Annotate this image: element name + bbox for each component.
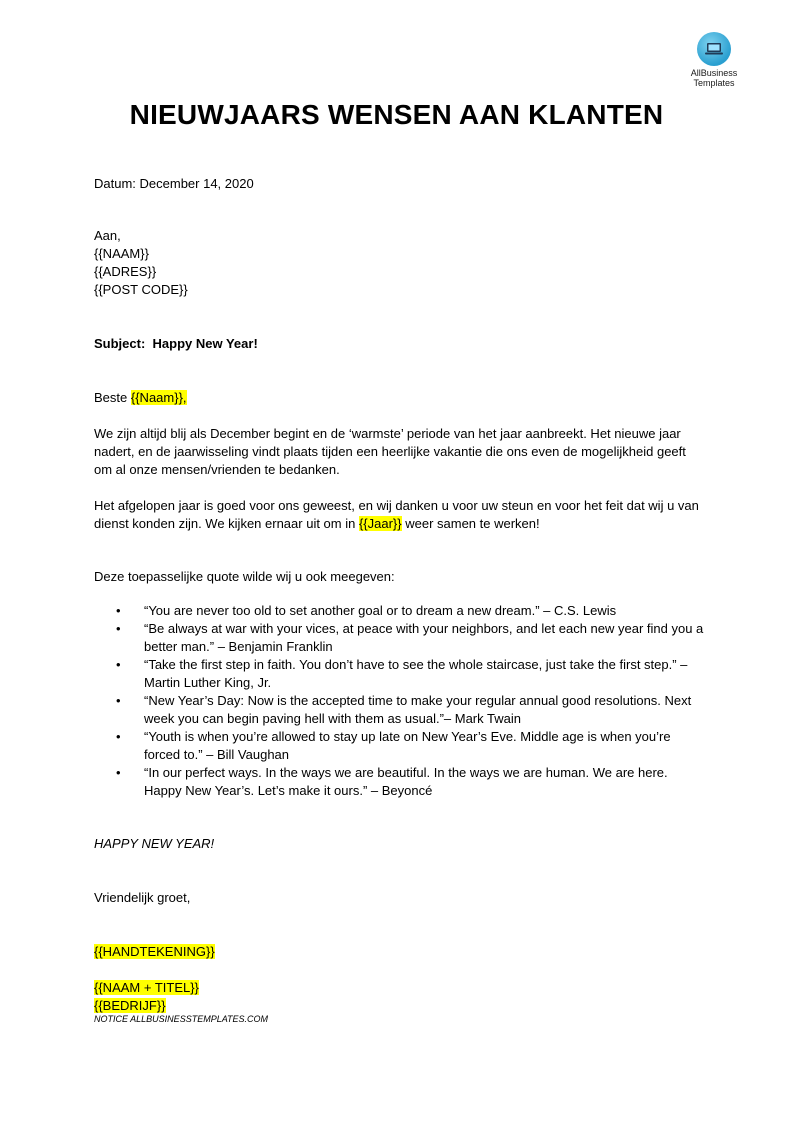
date-line: Datum: December 14, 2020 — [94, 176, 254, 191]
recipient-name: {{NAAM}} — [94, 246, 149, 261]
greeting-prefix: Beste — [94, 390, 128, 405]
closing: Vriendelijk groet, — [94, 890, 191, 905]
paragraph-2-after: weer samen te werken! — [401, 516, 540, 531]
list-item: • “Be always at war with your vices, at peace with your neighbors, and let each new year find you a better man.” – Benjamin Franklin — [94, 620, 704, 656]
greeting-line — [94, 389, 704, 407]
list-item: • “Take the first step in faith. You don’t have to see the whole staircase, just take the first step.” – Martin Luther King, Jr. — [94, 656, 704, 692]
subject-line — [94, 335, 704, 353]
recipient-postcode: {{POST CODE}} — [94, 282, 188, 297]
brand-logo — [684, 32, 744, 88]
recipient-salutation: Aan, — [94, 228, 121, 243]
signature-placeholder: {{HANDTEKENING}} — [94, 944, 215, 959]
list-item: • “New Year’s Day: Now is the accepted time to make your regular annual good resolutions. Next week you can begin paving hell with them as usual.”– Mark Twain — [94, 692, 704, 728]
list-item: • “Youth is when you’re allowed to stay up late on New Year’s Eve. Middle age is when you’re forced to.” – Bill Vaughan — [94, 728, 704, 764]
sender-block — [94, 979, 704, 1015]
laptop-icon — [697, 32, 731, 66]
logo-text-line2: Templates — [693, 78, 735, 88]
signature-line — [94, 943, 704, 961]
sender-company: {{BEDRIJF}} — [94, 998, 166, 1013]
logo-text-line1: AllBusiness — [690, 68, 738, 78]
quotes-intro: Deze toepasselijke quote wilde wij u ook meegeven: — [94, 569, 395, 584]
year-placeholder: {{Jaar}} — [358, 516, 402, 531]
paragraph-2-before: Het afgelopen jaar is goed voor ons geweest, en wij danken u voor uw steun en voor het feit dat wij u van dienst konden zijn. We kijken ernaar uit om in — [94, 498, 699, 531]
paragraph-1: We zijn altijd blij als December begint en de ‘warmste’ periode van het jaar aanbreekt. Het nieuwe jaar nadert, en de jaarwisseling vindt plaats tijden een heerlijke vakantie die ons even de mogelijkheid geeft om al onze mensen/vrienden te bedanken. — [94, 426, 686, 477]
subject-label: Subject: — [94, 336, 146, 351]
notice-text: NOTICE ALLBUSINESSTEMPLATES.COM — [94, 1014, 269, 1024]
greeting-name-placeholder: {{Naam}}, — [130, 390, 187, 405]
recipient-block — [94, 227, 704, 299]
list-item: • “In our perfect ways. In the ways we are beautiful. In the ways we are human. We are here. Happy New Year’s. Let’s make it ours.” – Beyoncé — [94, 764, 704, 800]
sender-name-title: {{NAAM + TITEL}} — [94, 980, 199, 995]
list-item: • “You are never too old to set another goal or to dream a new dream.” – C.S. Lewis — [94, 602, 704, 620]
subject-text: Happy New Year! — [152, 336, 258, 351]
closing-wish: HAPPY NEW YEAR! — [94, 836, 215, 851]
quotes-list — [94, 602, 704, 800]
recipient-address: {{ADRES}} — [94, 264, 157, 279]
document-title: NIEUWJAARS WENSEN AAN KLANTEN — [129, 99, 664, 130]
quotes-list-container — [94, 602, 704, 800]
paragraph-2 — [94, 497, 704, 533]
